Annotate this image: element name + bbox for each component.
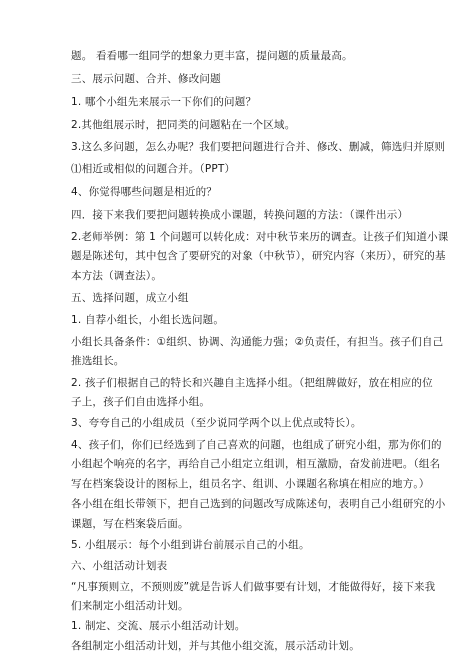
text-line: 2.老师举例：第 1 个问题可以转化成：对中秋节来历的调查。让孩子们知道小课 xyxy=(71,230,449,243)
text-line: “凡事预则立，不预则废”就是告诉人们做事要有计划，才能做得好，接下来我 xyxy=(71,580,436,593)
text-line: 题是陈述句，其中包含了要研究的对象（中秋节），研究内容（来历），研究的基 xyxy=(71,250,446,263)
section-heading: 六、小组活动计划表 xyxy=(71,560,168,573)
text-line: 题。 看看哪一组同学的想象力更丰富，提问题的质量最高。 xyxy=(71,50,353,62)
text-line: 4、你觉得哪些问题是相近的？ xyxy=(71,186,217,199)
text-line: 1. 哪个小组先来展示一下你们的问题？ xyxy=(71,95,257,108)
text-line: 5. 小组展示：每个小组到讲台前展示自己的小组。 xyxy=(71,538,310,551)
section-heading: 三、展示问题、合并、修改问题 xyxy=(71,73,221,86)
text-line: 各小组在组长带领下，把自己选到的问题改写成陈述句，表明自己小组研究的小 xyxy=(71,498,446,511)
text-line: 4、孩子们，你们已经选到了自己喜欢的问题，也组成了研究小组，那为你们的 xyxy=(71,438,442,451)
text-line: 3.这么多问题，怎么办呢？我们要把问题进行合并、修改、删减，筛选归并原则 xyxy=(71,140,446,153)
section-heading: 五、选择问题，成立小组 xyxy=(71,292,189,305)
text-line: ⑴相近或相似的问题合并。（PPT） xyxy=(71,163,236,176)
text-line: 写在档案袋设计的图标上，组员名字、组训、小课题名称填在相应的地方。） xyxy=(71,477,430,490)
text-line: 子上，孩子们自由选择小组。 xyxy=(71,396,211,408)
text-line: 2.其他组展示时，把同类的问题粘在一个区域。 xyxy=(71,118,296,131)
text-line: 本方法（调查法）。 xyxy=(71,269,163,282)
section-heading: 四．接下来我们要把问题转换成小课题，转换问题的方法：（课件出示） xyxy=(71,208,409,221)
text-line: 推选组长。 xyxy=(71,355,125,368)
text-line: 课题，写在档案袋后面。 xyxy=(71,517,189,530)
text-line: 小组长具备条件：①组织、协调、沟通能力强；②负责任，有担当。孩子们自己 xyxy=(71,335,444,348)
text-line: 各组制定小组活动计划，并与其他小组交流，展示活动计划。 xyxy=(71,640,360,652)
text-line: 小组起个响亮的名字，再给自己小组定立组训，相互激励，奋发前进吧。（组名 xyxy=(71,458,441,471)
text-line: 1. 制定、交流、展示小组活动计划。 xyxy=(71,619,246,632)
text-line: 3、夸夸自己的小组成员（至少说同学两个以上优点或特长）。 xyxy=(71,417,362,430)
text-line: 1. 自荐小组长，小组长选问题。 xyxy=(71,314,225,327)
text-line: 们来制定小组活动计划。 xyxy=(71,600,189,613)
text-line: 2. 孩子们根据自己的特长和兴趣自主选择小组。（把组牌做好，放在相应的位 xyxy=(71,376,433,389)
